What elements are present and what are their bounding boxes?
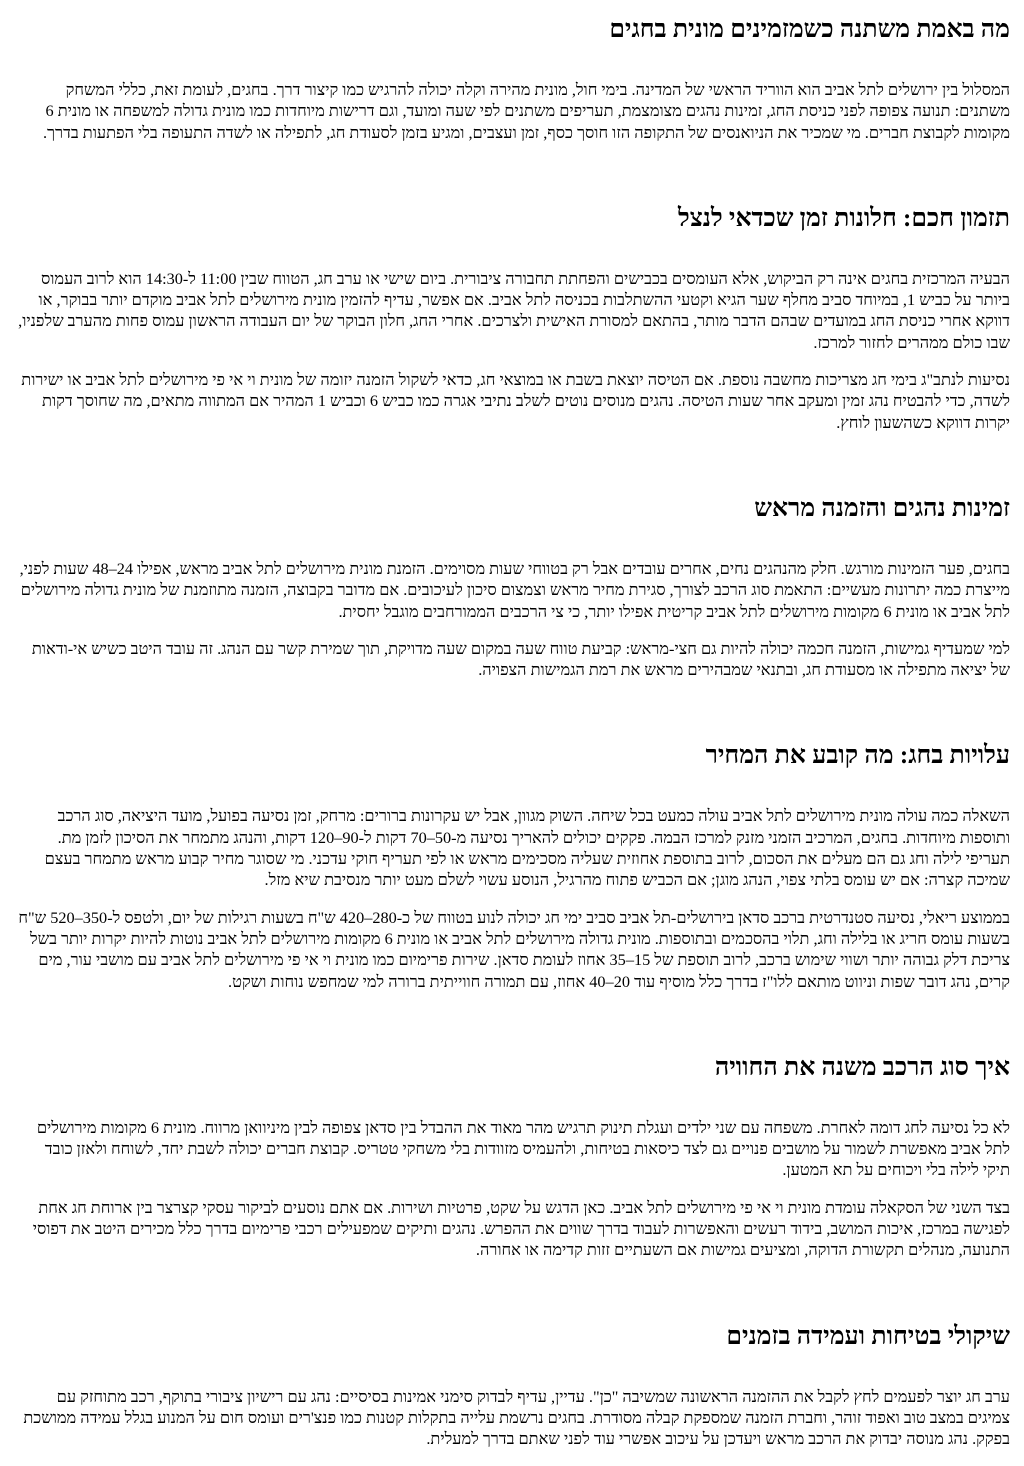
paragraph: ערב חג יוצר לפעמים לחץ לקבל את ההזמנה הראשונה שמשיבה "כן". עדיין, עדיף לבדוק סימני אמינות בסיסיים: נהג עם רישיון ציבורי בתוקף, רכב מתוחזק עם צמיגים במצב טוב ואפוד זוהר, וחברת הזמנה שמספקת קבלה מסודרת. בחגים נרשמת עלייה בתקלות קטנות כמו פנצ'רים ועומס חום על המנוע בגלל עמידה ממושכת בפקק. נהג מנוסה יבדוק את הרכב מראש ויעדכן על עיכוב אפשרי עוד לפני שאתם בדרך למעלית. <box>23 1386 1010 1449</box>
paragraph: למי שמעדיף גמישות, הזמנה חכמה יכולה להיות גם חצי-מראש: קביעת טווח שעה במקום שעה מדויקת, תוך שמירת קשר עם הנהג. זה עובד היטב כשיש אי-ודאות של יציאה מתפילה או מסעודת חג, ובתנאי שמבהירים מראש את רמת הגמישות הצפויה. <box>31 638 1010 680</box>
section-heading: תזמון חכם: חלונות זמן שכדאי לנצל <box>678 204 1010 232</box>
paragraph: נסיעות לנתב"ג בימי חג מצריכות מחשבה נוספת. אם הטיסה יוצאת בשבת או במוצאי חג, כדאי לשקול הזמנה יזומה של מונית וי אי פי מירושלים לתל אביב או ישירות לשדה, כדי להבטיח נהג זמין ומעקב אחר שעות הטיסה. נהגים מנוסים נוטים לשלב נתיבי אגרה כמו כביש 6 וכביש 1 המהיר אם המתווה מתאים, מה שחוסך דקות יקרות דווקא כשהשעון לוחץ. <box>21 370 1010 432</box>
section-heading: איך סוג הרכב משנה את החוויה <box>714 1053 1010 1081</box>
section-holiday-taxi-intro <box>14 14 1010 143</box>
paragraph: בצד השני של הסקאלה עומדת מונית וי אי פי מירושלים לתל אביב. כאן הדגש על שקט, פרטיות ושירות. אם אתם נוסעים לביקור עסקי קצרצר בין ארוחת חג אחת לפגישה במרכז, איכות המושב, בידוד רעשים והאפשרות לעבוד בדרך שווים את ההפרש. נהגים ותיקים שמפעילים רכבי פרימיום בדרך כלל מכירים היטב את דפוסי התנועה, מנהלים תקשורת הדוקה, ומציעים גמישות אם השעתיים זזות קדימה או אחורה. <box>32 1197 1010 1260</box>
section-driver-availability <box>14 493 1010 680</box>
paragraph: המסלול בין ירושלים לתל אביב הוא הווריד הראשי של המדינה. בימי חול, מונית מהירה וקלה יכולה להרגיש כמו קיצור דרך. בחגים, לעומת זאת, כללי המשחק משתנים: תנועה צפופה לפני כניסת החג, זמינות נהגים מצומצמת, תעריפים משתנים לפי שעה ומועד, וגם דרישות מיוחדות כמו מונית גדולה למשפחה או מונית 6 מקומות לקבוצת חברים. מי שמכיר את הניואנסים של התקופה הזו חוסך כסף, זמן ועצבים, ומגיע בזמן לסעודת חג, לתפילה או לשדה התעופה בלי הפתעות בדרך. <box>42 80 1010 142</box>
section-safety-punctuality <box>14 1321 1010 1450</box>
section-heading: זמינות נהגים והזמנה מראש <box>754 494 1010 522</box>
section-heading: מה באמת משתנה כשמזמינים מונית בחגים <box>609 16 1010 43</box>
section-vehicle-type <box>14 1052 1010 1261</box>
paragraph: לא כל נסיעה לחג דומה לאחרת. משפחה עם שני ילדים ועגלת תינוק תרגיש מהר מאוד את ההבדל בין סדאן צפופה לבין מיניוואן מרווח. מונית 6 מקומות מירושלים לתל אביב מאפשרת לשמור על מושבים פנויים גם לצד כיסאות בטיחות, ולהעמיס מזוודות בלי משחקי טטריס. קבוצת חברים יכולה לשבת יחד, לשוחח ולאזן כובד תיקי לילה בלי ויכוחים על תא המטען. <box>36 1117 1010 1180</box>
paragraph: בחגים, פער הזמינות מורגש. חלק מהנהגים נחים, אחרים עובדים אבל רק בטווחי שעות מסוימים. הזמנת מונית מירושלים לתל אביב מראש, אפילו 24–48 שעות לפני, מייצרת כמה יתרונות מעשיים: התאמת סוג הרכב לצורך, סגירת מחיר מראש וצמצום סיכון לעיכובים. אם מדובר בקבוצה, הזמנה מתוזמנת של מונית גדולה מירושלים לתל אביב או מונית 6 מקומות מירושלים לתל אביב קריטית אפילו יותר, כי צי הרכבים הממורחבים מוגבל יחסית. <box>19 558 1010 621</box>
section-smart-timing <box>14 203 1010 433</box>
section-holiday-costs <box>14 740 1010 991</box>
paragraph: השאלה כמה עולה מונית מירושלים לתל אביב עולה כמעט בכל שיחה. השוק מגוון, אבל יש עקרונות ברורים: מרחק, זמן נסיעה בפועל, מועד היציאה, סוג הרכב ותוספות מיוחדות. בחגים, המרכיב הזמני מזנק למרכז הבמה. פקקים יכולים להאריך נסיעה מ-50–70 דקות ל-90–120 דקות, והנהג מתמחר את הסיכון לזמן מת. תעריפי לילה וחג גם הם מעלים את הסכום, לרוב בתוספת אחוזית שעליה מסכימים מראש או לפי תעריף חוקי עדכני. מי שסוגר מחיר קבוע מראש מתמחר בעצם שמיכה קצרה: אם יש עומס בלתי צפוי, הנהג מוגן; אם הכביש פתוח מהרגיל, הנוסע עשוי לשלם מעט יותר מנסיבת שיא מזל. <box>44 806 1010 890</box>
section-heading: עלויות בחג: מה קובע את המחיר <box>705 742 1010 770</box>
section-heading: שיקולי בטיחות ועמידה בזמנים <box>726 1322 1010 1350</box>
paragraph: בממוצע ריאלי, נסיעה סטנדרטית ברכב סדאן בירושלים-תל אביב סביב ימי חג יכולה לנוע בטווח של כ-280–420 ש"ח בשעות רגילות של יום, ולטפס ל-350–520 ש"ח בשעות עומס חריג או בלילה וחג, תלוי בהסכמים ובתוספות. מונית גדולה מירושלים לתל אביב או מונית 6 מקומות מירושלים לתל אביב נוטות להיות יקרות יותר בשל צריכת דלק גבוהה יותר ושווי שימוש ברכב, לרוב תוספת של 15–35 אחוז לעומת סדאן. שירות פרימיום כמו מונית וי אי פי מירושלים לתל אביב עם מושבי עור, מים קרים, נהג דובר שפות וניווט מותאם ללו"ז בדרך כלל מוסיף עוד 20–40 אחוז, עם תמורה חווייתית ברורה למי שמחפש נוחות ושקט. <box>18 907 1010 991</box>
paragraph: הבעיה המרכזית בחגים אינה רק הביקוש, אלא העומסים בכבישים והפחתת תחבורה ציבורית. ביום שישי או ערב חג, הטווח שבין 11:00 ל-14:30 הוא לרוב העמוס ביותר על כביש 1, במיוחד סביב מחלף שער הגיא וקטעי ההשתלבות בכניסה לתל אביב. אם אפשר, עדיף להזמין מונית מירושלים לתל אביב מוקדם יותר בבוקר, או דווקא אחרי כניסת החג במועדים שבהם הדבר מותר, בהתאם למסורת האישית ולצרכים. אחרי החג, חלון הבוקר של יום העבודה הראשון עמוס פחות מהערב שלפניו, שבו כולם ממהרים לחזור למרכז. <box>18 268 1010 352</box>
